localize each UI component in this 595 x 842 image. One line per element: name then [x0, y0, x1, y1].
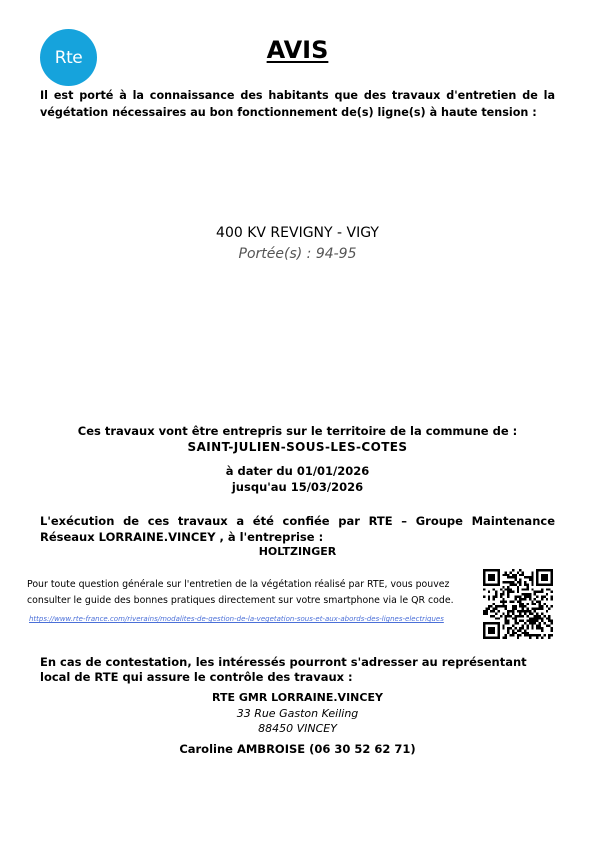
execution-paragraph: L'exécution de ces travaux a été confiée par RTE – Groupe Maintenance Réseaux LORRAINE.VINCEY , à l'entreprise : [40, 514, 555, 544]
representative-city: 88450 VINCEY [258, 722, 337, 735]
commune-name: SAINT-JULIEN-SOUS-LES-COTES [187, 440, 408, 454]
page-title: AVIS [266, 36, 329, 64]
qr-info-text: Pour toute question générale sur l'entretien de la végétation réalisé par RTE, vous pouvez consulter le guide des bonnes pratiques directement sur votre smartphone via le QR code. [27, 579, 454, 606]
contractor-name: HOLTZINGER [258, 545, 337, 558]
qr-code-icon[interactable] [483, 569, 553, 639]
representative-street: 33 Rue Gaston Keiling [236, 707, 359, 720]
representative-contact: Caroline AMBROISE (06 30 52 62 71) [179, 742, 416, 756]
start-date: à dater du 01/01/2026 [225, 464, 370, 478]
end-date: jusqu'au 15/03/2026 [231, 480, 364, 494]
intro-paragraph: Il est porté à la connaissance des habitants que des travaux d'entretien de la végétation nécessaires au bon fonctionnement de(s) ligne(s) à haute tension : [40, 89, 555, 119]
guide-link[interactable]: https://www.rte-france.com/riverains/modalites-de-gestion-de-la-vegetation-sous-et-aux-abords-des-lignes-electriques [29, 615, 444, 623]
power-line-name: 400 KV REVIGNY - VIGY [216, 225, 379, 241]
power-line-spans: Portée(s) : 94-95 [238, 246, 357, 262]
rte-logo-text: Rte [54, 47, 83, 68]
commune-intro: Ces travaux vont être entrepris sur le territoire de la commune de : [77, 424, 518, 438]
representative-name: RTE GMR LORRAINE.VINCEY [212, 691, 383, 704]
contest-paragraph: En cas de contestation, les intéressés pourront s'adresser au représentant local de RTE qui assure le contrôle des travaux : [40, 655, 527, 684]
